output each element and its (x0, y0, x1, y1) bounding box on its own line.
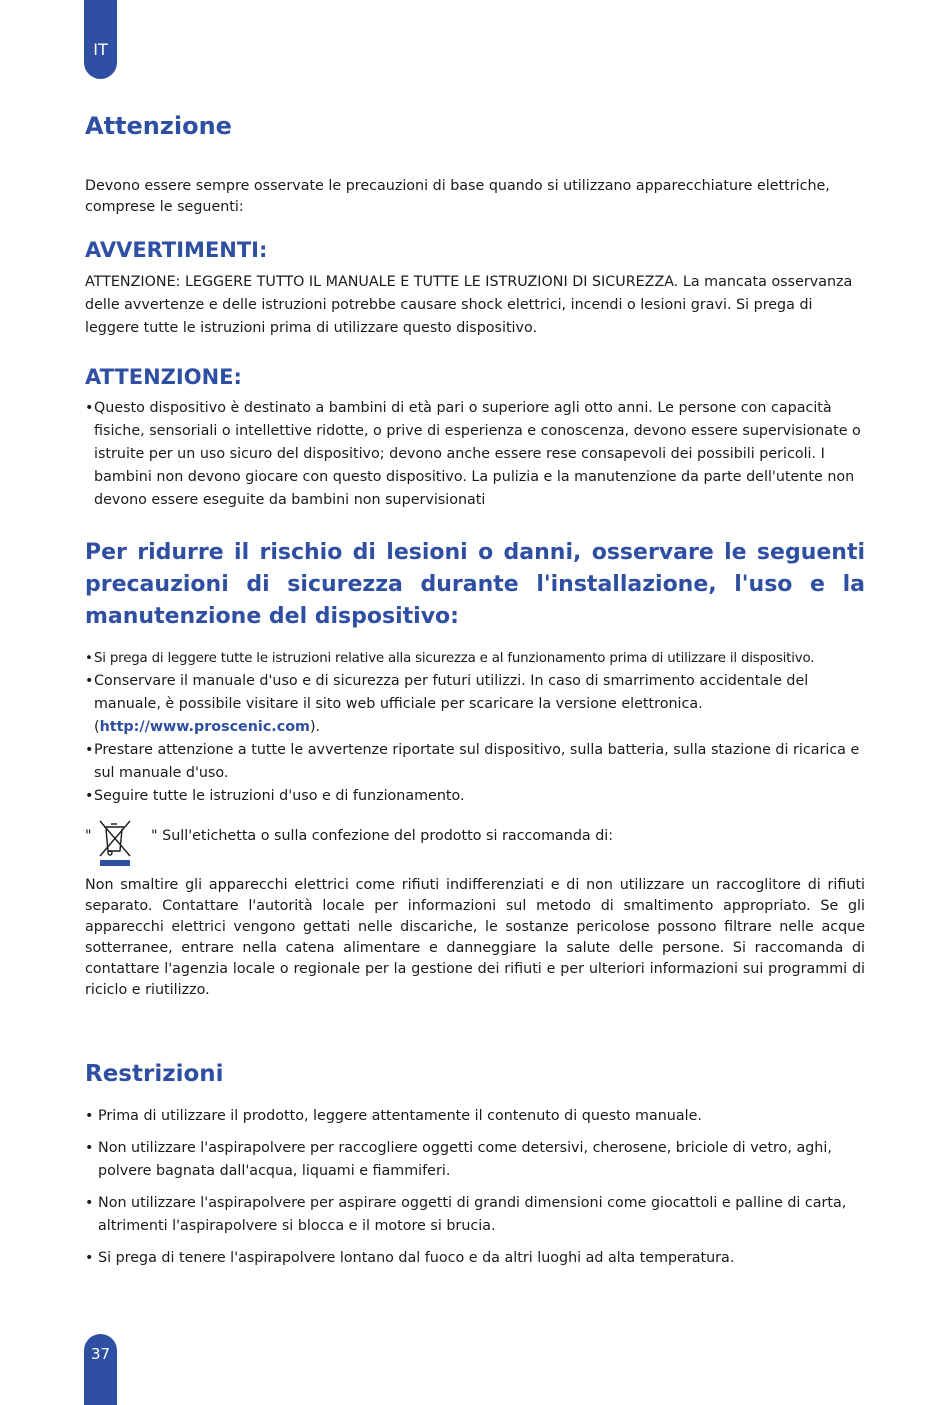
website-link[interactable]: http://www.proscenic.com (99, 719, 310, 735)
attention-intro: Devono essere sempre osservate le precauzioni di base quando si utilizzano apparecchiature elettriche, comprese le seguenti: (85, 178, 830, 215)
list-item: • Non utilizzare l'aspirapolvere per aspirare oggetti di grandi dimensioni come giocattoli e palline di carta, altrimenti l'aspirapolvere si blocca e il motore si brucia. (85, 1192, 867, 1238)
list-item: • Prima di utilizzare il prodotto, leggere attentamente il contenuto di questo manuale. (85, 1105, 867, 1128)
list-item: • Seguire tutte le istruzioni d'uso e di funzionamento. (85, 785, 867, 808)
warnings-text: ATTENZIONE: LEGGERE TUTTO IL MANUALE E TUTTE LE ISTRUZIONI DI SICUREZZA. La mancata osservanza delle avvertenze e delle istruzioni potrebbe causare shock elettrici, incendi o lesioni gravi. Si prega di leggere tutte le istruzioni prima di utilizzare questo dispositivo. (85, 274, 853, 336)
caution-title: ATTENZIONE: (85, 365, 242, 389)
weee-text: Non smaltire gli apparecchi elettrici come rifiuti indifferenziati e di non utilizzare un raccoglitore di rifiuti separato. Contattare l'autorità locale per informazioni sul metodo di smaltimento appropriato. Se gli apparecchi elettrici vengono gettati nelle discariche, le sostanze pericolose possono filtrare nelle acque sotterranee, entrare nella catena alimentare e danneggiare la salute delle persone. Si raccomanda di contattare l'agenzia locale o regionale per la gestione dei rifiuti e per ulteriori informazioni sui programmi di riciclo e riutilizzo. (85, 877, 865, 998)
quote-mark: " (85, 828, 92, 844)
caution-list (85, 397, 867, 512)
list-item: • Si prega di leggere tutte le istruzioni relative alla sicurezza e al funzionamento prima di utilizzare il dispositivo. (85, 647, 867, 670)
list-item-text: ). (309, 719, 321, 735)
page-number: 37 (84, 1334, 117, 1405)
warnings-title: AVVERTIMENTI: (85, 238, 268, 262)
list-item: • Prestare attenzione a tutte le avvertenze riportate sul dispositivo, sulla batteria, sulla stazione di ricarica e sul manuale d'uso. (85, 739, 867, 785)
language-tab: IT (84, 0, 117, 79)
weee-label: " Sull'etichetta o sulla confezione del prodotto si raccomanda di: (151, 828, 614, 844)
list-item: • Questo dispositivo è destinato a bambini di età pari o superiore agli otto anni. Le persone con capacità fisiche, sensoriali o intellettive ridotte, o prive di esperienza e conoscenza, devono essere supervisionate o istruite per un uso sicuro del dispositivo; devono anche essere rese consapevoli dei possibili pericoli. I bambini non devono giocare con questo dispositivo. La pulizia e la manutenzione da parte dell'utente non devono essere eseguite da bambini non supervisionati (85, 397, 867, 512)
crossed-out-wheelie-bin-icon (97, 818, 133, 868)
list-item: • Non utilizzare l'aspirapolvere per raccogliere oggetti come detersivi, cherosene, briciole di vetro, aghi, polvere bagnata dall'acqua, liquami e fiammiferi. (85, 1137, 867, 1183)
list-item (85, 670, 867, 739)
list-item-text: Conservare il manuale d'uso e di sicurezza per futuri utilizzi. In caso di smarrimento accidentale del manuale, è possibile visitare il sito web ufficiale per scaricare la versione elettronica. ( (94, 673, 809, 735)
weee-notice (85, 818, 785, 868)
attention-title: Attenzione (85, 112, 232, 140)
safety-list (85, 647, 867, 808)
safety-title: Per ridurre il rischio di lesioni o danni, osservare le seguenti precauzioni di sicurezza durante l'installazione, l'uso e la manutenzione del dispositivo: (85, 540, 865, 629)
restrictions-list (85, 1105, 867, 1279)
restrictions-title: Restrizioni (85, 1061, 224, 1087)
list-item: • Si prega di tenere l'aspirapolvere lontano dal fuoco e da altri luoghi ad alta temperatura. (85, 1247, 867, 1270)
